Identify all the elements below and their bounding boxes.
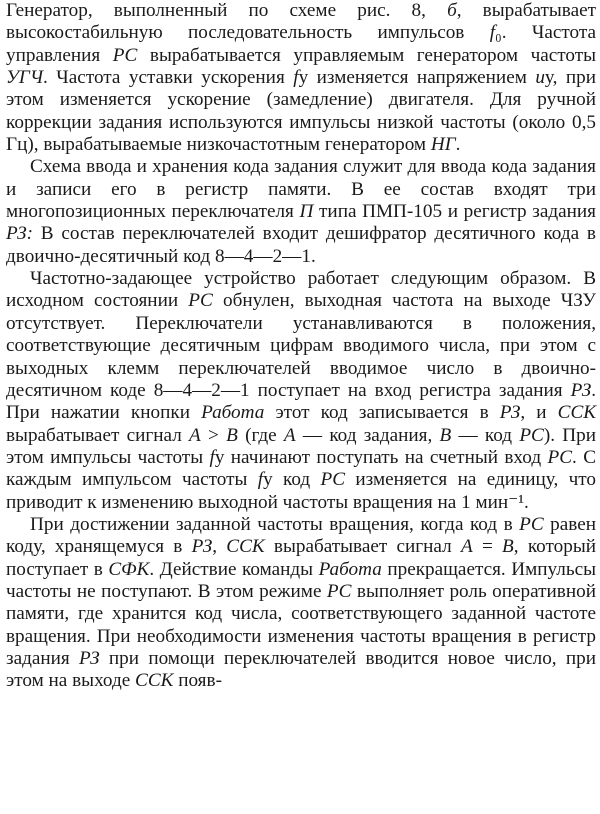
italic-symbol: РС [547, 446, 573, 468]
italic-symbol: Работа [318, 558, 382, 580]
text-run: (где [237, 424, 284, 446]
text-run: у код [263, 469, 321, 491]
text-run: — код задания, [295, 424, 440, 446]
italic-symbol: СФК [108, 558, 150, 580]
text-run: = [472, 536, 503, 558]
paragraph-1 [6, 0, 596, 156]
italic-symbol: f [293, 67, 299, 89]
text-run: у, при этом изменяется ускорение (замедление) двигателя. Для ручной коррекции задания используются импульсы низкой частоты (около 0,5 Гц), вырабатываемые низкочастотным генератором [6, 67, 596, 156]
text-run: этот код записывается в [264, 402, 500, 424]
text-run: . [455, 134, 461, 156]
paragraph-4 [6, 514, 596, 693]
text-run: > [200, 424, 227, 446]
italic-symbol: Работа [201, 402, 265, 424]
italic-symbol: РЗ [499, 402, 521, 424]
italic-symbol: РЗ [79, 647, 100, 669]
paragraph-3 [6, 268, 596, 514]
text-run: обнулен, выходная частота на выходе ЧЗУ отсутствует. Переключатели устанавливаются в положения, соответствующие десятичным цифрам вводимого числа, при этом с выходных клемм переключателей вводимое число в двоично-десятичном коде 8—4—2—1 поступает на вход регистра задания [6, 290, 596, 401]
text-run: Схема ввода и хранения кода задания служит для ввода кода задания и записи его в регистр памяти. В ее состав входят три многопозиционных переключателя [6, 156, 596, 223]
paragraph-2 [6, 156, 596, 268]
italic-symbol: А [189, 424, 201, 446]
text-run: прекращается. Импульсы частоты не поступают. В этом режиме [6, 558, 596, 602]
italic-symbol: ССК [226, 536, 265, 558]
text-run: , вырабатывает высокостабильную последовательность импульсов [6, 0, 596, 44]
text-run: изменяется на единицу, что приводит к изменению выходной частоты вращения на 1 мин⁻¹. [6, 469, 596, 513]
text-run: при помощи переключателей вводится новое число, при этом на выходе [6, 647, 596, 692]
italic-symbol: УГЧ [6, 67, 44, 89]
text-run: ₀. Частота управления [6, 22, 596, 66]
text-run: у начинают поступать на счетный вход [214, 446, 548, 468]
italic-symbol: РЗ [570, 379, 592, 401]
italic-symbol: РС [320, 469, 346, 491]
text-run: Частотно-задающее устройство работает следующим образом. В исходном состоянии [6, 268, 596, 312]
italic-symbol: В [502, 536, 514, 558]
text-run: При достижении заданной частоты вращения, когда код в [30, 513, 520, 535]
italic-symbol: НГ [430, 134, 456, 156]
italic-symbol: ССК [135, 670, 174, 692]
text-run: . Частота уставки ускорения [43, 67, 294, 89]
italic-symbol: u [535, 67, 545, 89]
italic-symbol: РС [112, 44, 138, 66]
italic-symbol: f [257, 469, 264, 491]
italic-symbol: П [299, 201, 314, 223]
text-run: В состав переключателей входит дешифратор десятичного кода в двоично-десятичный код 8—4—2—1. [6, 223, 596, 267]
text-run: , [212, 536, 227, 558]
italic-symbol: б [447, 0, 457, 21]
italic-symbol: РС [188, 290, 213, 312]
italic-symbol: РС [519, 513, 544, 535]
text-run: выполняет роль оперативной памяти, где хранится код числа, соответствующего заданной частоте вращения. При необходимости изменения частоты вращения в регистр задания [6, 580, 596, 669]
text-run: . Действие команды [149, 558, 319, 580]
text-run: вырабатывается управляемым генератором частоты [137, 44, 596, 66]
italic-symbol: f [209, 446, 215, 468]
text-run: вырабатывает сигнал [264, 536, 461, 558]
text-run: равен коду, хранящемуся в [6, 513, 597, 558]
text-run: , который поступает в [6, 536, 596, 580]
italic-symbol: РЗ [191, 536, 213, 558]
italic-symbol: А [460, 536, 473, 558]
italic-symbol: РС [519, 424, 544, 446]
italic-symbol: РЗ: [6, 223, 33, 245]
italic-symbol: f [489, 22, 496, 44]
text-run: появ- [173, 670, 222, 692]
text-run: у изменяется напряжением [298, 67, 536, 89]
italic-symbol: В [226, 424, 238, 446]
italic-symbol: РС [326, 580, 352, 602]
text-run: Генератор, выполненный по схеме рис. 8, [6, 0, 448, 21]
text-run: вырабатывает сигнал [6, 424, 190, 446]
text-run: . При нажатии кнопки [6, 379, 596, 424]
text-run: , и [520, 402, 558, 424]
text-run: . С каждым импульсом частоты [6, 446, 596, 491]
italic-symbol: А [283, 424, 296, 446]
text-run: — код [451, 424, 520, 446]
italic-symbol: ССК [557, 402, 596, 424]
italic-symbol: В [439, 424, 452, 446]
text-run: ). При этом импульсы частоты [6, 424, 596, 468]
text-run: типа ПМП-105 и регистр задания [313, 201, 597, 223]
